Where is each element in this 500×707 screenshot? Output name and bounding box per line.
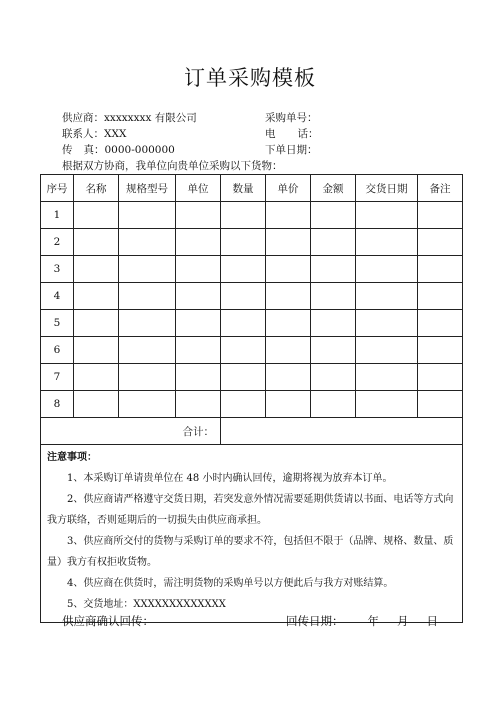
phone-label (265, 126, 319, 141)
table-row (41, 202, 463, 229)
row-number: 7 (41, 364, 74, 391)
cell-spec[interactable] (119, 283, 176, 310)
table-header-row (41, 175, 463, 202)
page-title: 订单采购模板 (184, 66, 316, 90)
cell-delivery-date[interactable] (356, 364, 418, 391)
contact-value: XXX (104, 128, 127, 140)
table-row (41, 391, 463, 418)
cell-name[interactable] (74, 337, 119, 364)
note-item: 3、供应商所交付的货物与采购订单的要求不符，包括但不限于（品牌、规格、数量、质量）我方有权拒收货物。 (47, 536, 454, 568)
cell-delivery-date[interactable] (356, 283, 418, 310)
table-row (41, 364, 463, 391)
row-number: 6 (41, 337, 74, 364)
row-number: 8 (41, 391, 74, 418)
supplier-label: 供应商： (62, 112, 104, 124)
fax-label-part-1: 传 (62, 144, 73, 156)
cell-remarks[interactable] (418, 283, 463, 310)
cell-name[interactable] (74, 202, 119, 229)
column-header-name: 名称 (74, 175, 119, 202)
cell-quantity[interactable] (221, 391, 266, 418)
cell-amount[interactable] (311, 391, 356, 418)
table-row (41, 310, 463, 337)
cell-name[interactable] (74, 364, 119, 391)
cell-amount[interactable] (311, 310, 356, 337)
cell-quantity[interactable] (221, 256, 266, 283)
fax-line (62, 142, 175, 157)
cell-amount[interactable] (311, 283, 356, 310)
reply-date-year: 年 (367, 614, 379, 628)
contact-line (62, 126, 126, 141)
column-header-remarks: 备注 (418, 175, 463, 202)
reply-date-label: 回传日期： (286, 614, 344, 628)
cell-quantity[interactable] (221, 283, 266, 310)
supplier-confirm-label: 供应商确认回传： (62, 614, 154, 628)
row-number: 2 (41, 229, 74, 256)
table-row (41, 283, 463, 310)
cell-name[interactable] (74, 256, 119, 283)
supplier-value: xxxxxxxx 有限公司 (104, 112, 197, 124)
table-row (41, 337, 463, 364)
cell-unit-price[interactable] (266, 202, 311, 229)
cell-remarks[interactable] (418, 202, 463, 229)
cell-spec[interactable] (119, 229, 176, 256)
cell-unit[interactable] (176, 229, 221, 256)
cell-unit[interactable] (176, 310, 221, 337)
cell-name[interactable] (74, 283, 119, 310)
cell-quantity[interactable] (221, 337, 266, 364)
column-header-no: 序号 (41, 175, 74, 202)
column-header-amount: 金额 (311, 175, 356, 202)
cell-unit-price[interactable] (266, 310, 311, 337)
cell-name[interactable] (74, 310, 119, 337)
cell-unit[interactable] (176, 202, 221, 229)
cell-delivery-date[interactable] (356, 202, 418, 229)
column-header-spec: 规格型号 (119, 175, 176, 202)
supplier-line (62, 110, 197, 125)
cell-remarks[interactable] (418, 364, 463, 391)
note-item: 4、供应商在供货时，需注明货物的采购单号以方便此后与我方对账结算。 (67, 578, 394, 589)
cell-unit[interactable] (176, 283, 221, 310)
cell-remarks[interactable] (418, 256, 463, 283)
column-header-unit-price: 单价 (266, 175, 311, 202)
row-number: 4 (41, 283, 74, 310)
cell-spec[interactable] (119, 202, 176, 229)
total-label: 合计： (41, 418, 221, 445)
cell-delivery-date[interactable] (356, 391, 418, 418)
cell-delivery-date[interactable] (356, 229, 418, 256)
cell-unit[interactable] (176, 256, 221, 283)
cell-unit-price[interactable] (266, 391, 311, 418)
cell-quantity[interactable] (221, 229, 266, 256)
cell-remarks[interactable] (418, 229, 463, 256)
row-number: 3 (41, 256, 74, 283)
row-number: 1 (41, 202, 74, 229)
notes-section (41, 445, 463, 623)
cell-delivery-date[interactable] (356, 256, 418, 283)
cell-amount[interactable] (311, 256, 356, 283)
cell-amount[interactable] (311, 337, 356, 364)
cell-unit-price[interactable] (266, 283, 311, 310)
cell-unit[interactable] (176, 337, 221, 364)
contact-label: 联系人： (62, 128, 104, 140)
total-row (41, 418, 463, 445)
column-header-delivery-date: 交货日期 (356, 175, 418, 202)
row-number: 5 (41, 310, 74, 337)
cell-spec[interactable] (119, 310, 176, 337)
cell-delivery-date[interactable] (356, 337, 418, 364)
cell-remarks[interactable] (418, 310, 463, 337)
cell-unit[interactable] (176, 391, 221, 418)
cell-name[interactable] (74, 391, 119, 418)
table-row (41, 229, 463, 256)
cell-delivery-date[interactable] (356, 310, 418, 337)
cell-unit-price[interactable] (266, 229, 311, 256)
order-table (40, 174, 463, 623)
cell-remarks[interactable] (418, 337, 463, 364)
note-item: 2、供应商请严格遵守交货日期，若突发意外情况需要延期供货请以书面、电话等方式向我方联络，否则延期后的一切损失由供应商承担。 (47, 494, 454, 526)
cell-unit[interactable] (176, 364, 221, 391)
notes-heading: 注意事项： (47, 452, 97, 463)
order-date-label: 下单日期： (265, 144, 318, 156)
notes-row (41, 445, 463, 623)
phone-label-part-1: 电 (265, 128, 276, 140)
column-header-quantity: 数量 (221, 175, 266, 202)
fax-label-part-2: 真： (83, 144, 105, 156)
table-row (41, 256, 463, 283)
cell-spec[interactable] (119, 256, 176, 283)
cell-unit-price[interactable] (266, 256, 311, 283)
intro-text: 根据双方协商，我单位向贵单位采购以下货物： (62, 160, 283, 172)
note-item: 5、交货地址：XXXXXXXXXXXXX (67, 599, 226, 610)
reply-date-line (286, 613, 438, 629)
cell-quantity[interactable] (221, 364, 266, 391)
cell-remarks[interactable] (418, 391, 463, 418)
cell-name[interactable] (74, 229, 119, 256)
cell-quantity[interactable] (221, 310, 266, 337)
cell-spec[interactable] (119, 364, 176, 391)
po-number-label: 采购单号： (265, 112, 318, 124)
cell-spec[interactable] (119, 337, 176, 364)
reply-date-day: 日 (426, 614, 438, 628)
phone-label-part-2: 话： (297, 128, 319, 140)
column-header-unit: 单位 (176, 175, 221, 202)
cell-amount[interactable] (311, 364, 356, 391)
cell-quantity[interactable] (221, 202, 266, 229)
cell-amount[interactable] (311, 202, 356, 229)
fax-value: 0000-000000 (104, 144, 175, 156)
cell-amount[interactable] (311, 229, 356, 256)
reply-date-month: 月 (397, 614, 409, 628)
cell-unit-price[interactable] (266, 364, 311, 391)
cell-unit-price[interactable] (266, 337, 311, 364)
total-value-cell[interactable] (221, 418, 463, 445)
note-item: 1、本采购订单请贵单位在 48 小时内确认回传，逾期将视为放弃本订单。 (67, 473, 393, 484)
cell-spec[interactable] (119, 391, 176, 418)
